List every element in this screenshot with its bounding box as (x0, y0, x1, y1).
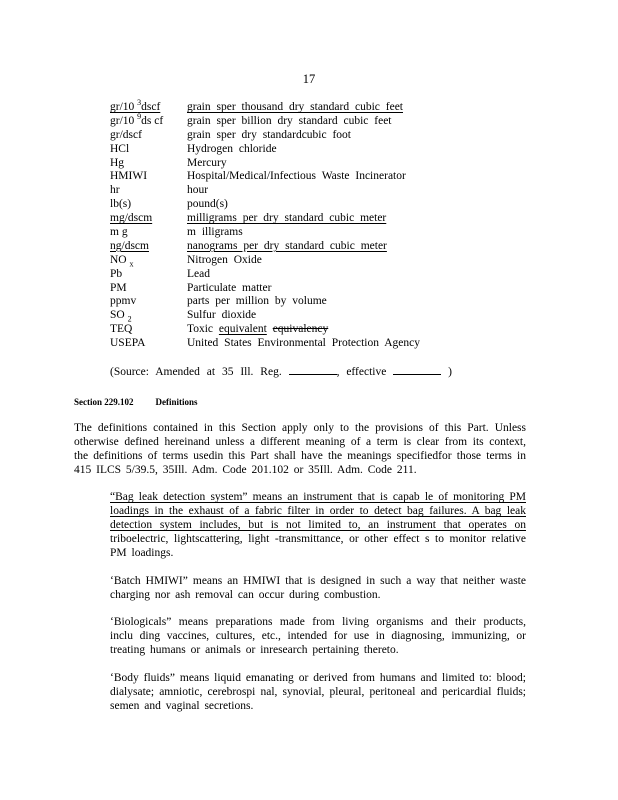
abbreviation-definition: grain sper dry standardcubic foot (187, 128, 352, 141)
abbreviation-definition: grain sper billion dry standard cubic feet (187, 114, 392, 127)
abbreviation-row (110, 253, 430, 267)
source-note (110, 364, 452, 379)
abbreviation-term: m g (110, 226, 128, 239)
abbreviation-definition: parts per million by volume (187, 295, 327, 308)
abbreviation-row (110, 183, 430, 197)
abbreviation-definition: grain sper thousand dry standard cubic feet (187, 101, 403, 113)
source-prefix: (Source: Amended at 35 Ill. Reg. (110, 366, 282, 378)
abbreviation-row (110, 211, 430, 225)
abbreviation-row (110, 322, 430, 336)
abbreviation-definition: milligrams per dry standard cubic meter (187, 212, 387, 225)
abbreviation-row (110, 294, 430, 308)
abbreviation-definition: Sulfur dioxide (187, 309, 257, 322)
section-number: Section 229.102 (74, 397, 134, 407)
abbreviation-row (110, 169, 430, 183)
intro-paragraph: The definitions contained in this Section apply only to the provisions of this Part. Unless otherwise defined hereinand unless a different meaning of a term is clear from its context, the definitions of terms usedin this Part shall have the meanings specifiedfor those terms in 415 ILCS 5/39.5, 35Ill. Adm. Code 201.102 or 35Ill. Adm. Code 211. (74, 422, 526, 476)
section-heading (74, 395, 220, 409)
abbreviation-term: gr/10 $^3$dscf (110, 98, 161, 113)
abbreviation-row (110, 197, 430, 211)
abbreviation-term: hr (110, 184, 120, 197)
abbreviation-term: ng/dscm (110, 239, 149, 252)
abbreviation-term: lb(s) (110, 198, 132, 211)
abbreviation-definition: Toxic equivalent equivalency (187, 323, 329, 336)
source-reg-blank (289, 364, 337, 375)
definition-body-fluids: ‘Body fluids” means liquid emanating or derived from humans and limited to: blood; dialysate; amniotic, cerebrospi nal, synovial, pleural, peritoneal and pericardial fluids; semen and vaginal secretions. (110, 672, 526, 712)
abbreviation-term: TEQ (110, 323, 133, 336)
abbreviation-term: mg/dscm (110, 212, 153, 225)
abbreviation-row (110, 239, 430, 253)
abbreviation-term: HMIWI (110, 170, 148, 183)
abbreviation-term: PM (110, 281, 127, 294)
source-suffix: ) (448, 366, 452, 378)
abbreviation-definition: pound(s) (187, 198, 228, 211)
definition-bag-leak (110, 490, 526, 560)
abbreviation-row (110, 114, 430, 128)
abbreviation-row (110, 308, 430, 322)
abbreviation-term: gr/10 $^9$ds cf (110, 112, 164, 127)
abbreviation-definition: nanograms per dry standard cubic meter (187, 239, 387, 252)
abbreviation-term: NO $_x$ (110, 253, 134, 269)
abbreviation-row (110, 225, 430, 239)
abbreviation-row (110, 100, 430, 114)
abbreviation-definition: hour (187, 184, 209, 197)
bag-leak-underlined-text: “Bag leak detection system” means an instrument that is capab le of monitoring PM loadings in the exhaust of a fabric filter in order to detect bag failures. A bag leak detection system includes, but is not limited to, an instrument that operates on (110, 491, 526, 531)
abbreviation-term: Hg (110, 156, 125, 169)
abbreviation-definition: Hospital/Medical/Infectious Waste Incinerator (187, 170, 406, 183)
abbreviation-row (110, 336, 430, 350)
definition-biologicals: ‘Biologicals” means preparations made from living organisms and their products, inclu ding vaccines, cultures, etc., intended for use in diagnosing, immunizing, or treating humans or animals or inresearch pertaining thereto. (110, 616, 526, 656)
bag-leak-rest-text: triboelectric, lightscattering, light -transmittance, or other effect s to monitor relative PM loadings. (110, 533, 526, 559)
abbreviation-term: ppmv (110, 295, 137, 308)
abbreviation-term: Pb (110, 267, 123, 280)
abbreviation-term: gr/dscf (110, 128, 142, 141)
definition-batch-hmiwi: ‘Batch HMIWI” means an HMIWI that is designed in such a way that neither waste charging nor ash removal can occur during combustion. (110, 575, 526, 601)
page-number: 17 (302, 72, 316, 86)
abbreviation-definition: Particulate matter (187, 281, 272, 294)
abbreviation-row (110, 142, 430, 156)
abbreviation-term: USEPA (110, 337, 146, 350)
section-title: Definitions (155, 397, 198, 407)
source-effective-blank (393, 364, 441, 375)
abbreviation-row (110, 281, 430, 295)
abbreviation-term: HCl (110, 142, 130, 155)
abbreviation-definition: Hydrogen chloride (187, 142, 277, 155)
source-middle: , effective (336, 366, 387, 378)
abbreviation-list (110, 100, 430, 350)
abbreviation-definition: Lead (187, 267, 210, 280)
abbreviation-row (110, 128, 430, 142)
abbreviation-definition: Nitrogen Oxide (187, 253, 262, 266)
abbreviation-row (110, 267, 430, 281)
abbreviation-row (110, 156, 430, 170)
abbreviation-definition: Mercury (187, 156, 227, 169)
abbreviation-definition: United States Environmental Protection Agency (187, 337, 421, 350)
abbreviation-term: SO $_2$ (110, 309, 132, 324)
abbreviation-definition: m illigrams (187, 226, 243, 239)
